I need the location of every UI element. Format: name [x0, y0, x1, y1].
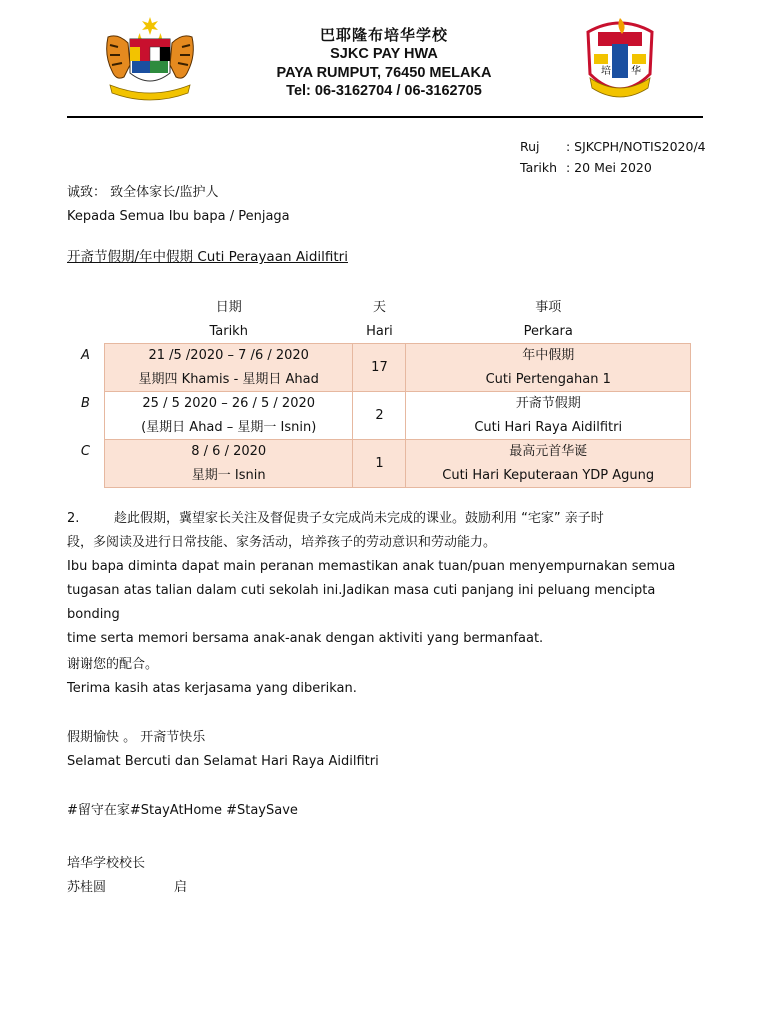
signature-title: 培华学校校长	[67, 856, 146, 871]
salutation-chinese: 诚致： 致全体家长/监护人	[67, 185, 219, 200]
wishes-chinese: 假期愉快 。 开斋节快乐	[67, 730, 206, 745]
row-date: 21 /5 /2020 – 7 /6 / 2020 星期四 Khamis - 星期日 Ahad	[104, 344, 353, 392]
header-divider	[67, 116, 703, 118]
row-date: 8 / 6 / 2020 星期一 Isnin	[104, 440, 353, 488]
row-letter: C	[80, 443, 90, 459]
thanks-malay: Terima kasih atas kerjasama yang diberikan.	[67, 681, 357, 696]
paragraph-number: 2.	[67, 511, 80, 526]
salutation-malay: Kepada Semua Ibu bapa / Penjaga	[67, 209, 290, 224]
thanks-block	[67, 653, 357, 701]
salutation	[67, 181, 290, 229]
row-days: 17	[353, 344, 406, 392]
row-date: 25 / 5 2020 – 26 / 5 / 2020 (星期日 Ahad – 星期一 Isnin)	[104, 392, 353, 440]
paragraph-2-cn-line2: 段，多阅读及进行日常技能、家务活动，培养孩子的劳动意识和劳动能力。	[67, 535, 497, 550]
school-telephone: Tel: 06-3162704 / 06-3162705	[286, 83, 482, 99]
signature-closing: 启	[174, 880, 188, 895]
school-name-chinese: 巴耶隆布培华学校	[319, 26, 448, 44]
table-header-row	[67, 296, 691, 344]
school-name-english: SJKC PAY HWA	[330, 46, 438, 62]
paragraph-2-ms-line3: time serta memori bersama anak-anak dengan aktiviti yang bermanfaat.	[67, 631, 544, 646]
paragraph-2-ms-line1: Ibu bapa diminta dapat main peranan memastikan anak tuan/puan menyempurnakan semua	[67, 559, 676, 574]
thanks-chinese: 谢谢您的配合。	[67, 657, 159, 672]
school-address: PAYA RUMPUT, 76450 MELAKA	[276, 65, 492, 81]
header-item: 事项 Perkara	[523, 300, 573, 339]
date-line	[520, 157, 706, 178]
header-date: 日期 Tarikh	[209, 300, 248, 339]
notice-subject: 开斋节假期/年中假期 Cuti Perayaan Aidilfitri	[67, 249, 348, 265]
row-item: 开斋节假期 Cuti Hari Raya Aidilfitri	[406, 392, 691, 440]
signature-block	[67, 852, 187, 900]
paragraph-2-ms-line2: tugasan atas talian dalam cuti sekolah ini.Jadikan masa cuti panjang ini peluang mencipta bonding	[67, 583, 656, 622]
signature-name: 苏桂圆	[67, 880, 107, 895]
wishes-malay: Selamat Bercuti dan Selamat Hari Raya Aidilfitri	[67, 754, 379, 769]
row-days: 2	[353, 392, 406, 440]
crest-char-right: 华	[631, 66, 641, 77]
reference-block	[520, 136, 706, 178]
ref-value: : SJKCPH/NOTIS2020/4	[566, 139, 706, 154]
paragraph-2-cn-line1: 2. 趁此假期，冀望家长关注及督促贵子女完成尚未完成的课业。鼓励利用 “宅家” 亲子时	[67, 507, 707, 531]
reference-line	[520, 136, 706, 157]
ref-label: Ruj	[520, 139, 540, 154]
date-label: Tarikh	[520, 160, 557, 175]
signature-name-line	[67, 876, 187, 900]
hashtags: #留守在家#StayAtHome #StaySave	[67, 803, 298, 818]
row-letter: A	[81, 347, 90, 363]
paragraph-2	[67, 507, 707, 651]
table-row	[67, 344, 691, 392]
table-row	[67, 392, 691, 440]
holiday-table	[67, 296, 691, 488]
row-days: 1	[353, 440, 406, 488]
row-item: 年中假期 Cuti Pertengahan 1	[406, 344, 691, 392]
row-letter: B	[81, 395, 90, 411]
crest-char-left: 培	[601, 66, 611, 77]
date-value: : 20 Mei 2020	[566, 160, 652, 175]
row-item: 最高元首华诞 Cuti Hari Keputeraan YDP Agung	[406, 440, 691, 488]
table-row	[67, 440, 691, 488]
header-days: 天 Hari	[366, 300, 393, 339]
wishes-block	[67, 726, 379, 774]
